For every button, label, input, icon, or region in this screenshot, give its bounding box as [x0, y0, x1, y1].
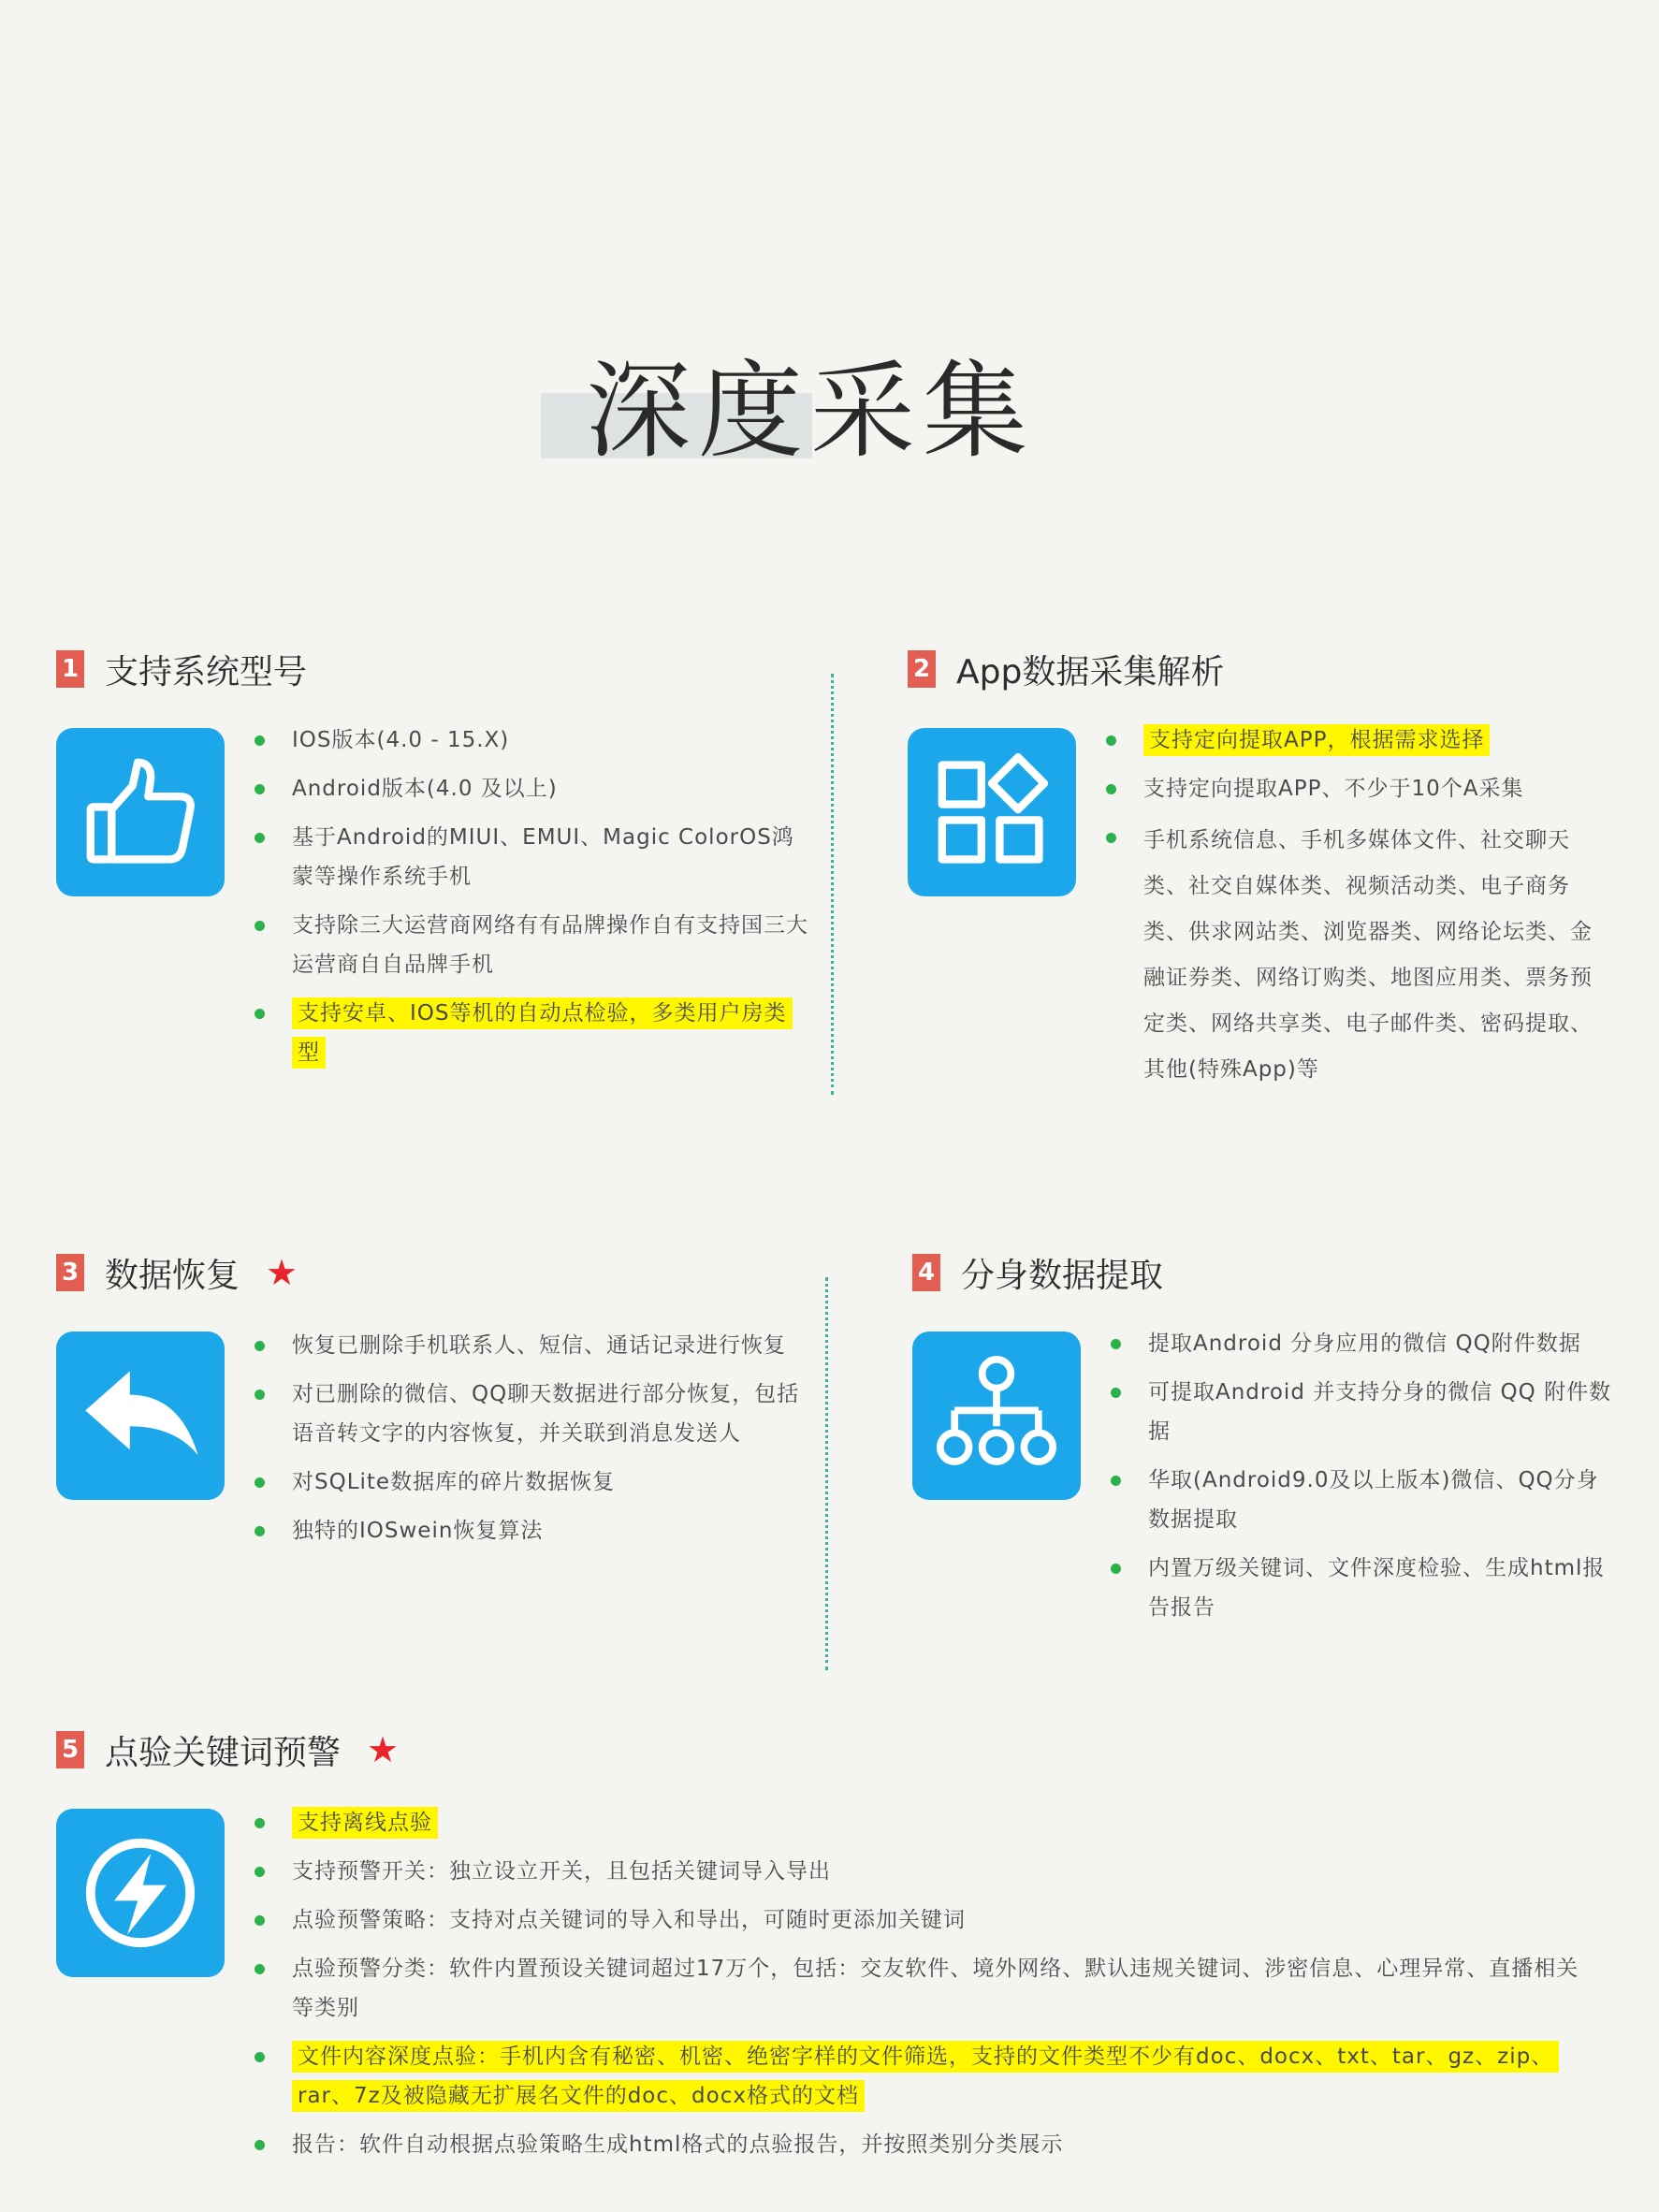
item-text: 独特的IOSwein恢复算法 [292, 1519, 544, 1543]
list-item [253, 1949, 1600, 2028]
list-item [253, 769, 814, 808]
item-text: 支持定向提取APP，根据需求选择 [1143, 724, 1490, 756]
item-text: 基于Android的MIUI、EMUI、Magic ColorOS鸿蒙等操作系统手机 [292, 825, 794, 889]
list-item [1109, 1373, 1614, 1451]
hierarchy-icon [912, 1332, 1081, 1500]
item-text: 文件内容深度点验：手机内含有秘密、机密、绝密字样的文件筛选，支持的文件类型不少有doc、docx、txt、tar、gz、zip、rar、7z及被隐藏无扩展名文件的doc、docx格式的文档 [292, 2041, 1559, 2112]
list-item [253, 1375, 814, 1453]
item-text: 华取(Android9.0及以上版本)微信、QQ分身数据提取 [1148, 1468, 1599, 1532]
reply-arrow-icon [56, 1332, 225, 1500]
column-divider [831, 674, 834, 1095]
item-text: 内置万级关键词、文件深度检验、生成html报告报告 [1148, 1556, 1606, 1620]
section-header [56, 646, 307, 692]
list-item [253, 906, 814, 984]
item-list [1104, 720, 1600, 1102]
lightning-icon [56, 1809, 225, 1977]
item-text: 支持预警开关：独立设立开关，且包括关键词导入导出 [292, 1859, 831, 1884]
section-header [908, 646, 1224, 692]
item-list [1109, 1324, 1614, 1637]
item-text: 可提取Android 并支持分身的微信 QQ 附件数据 [1148, 1380, 1612, 1444]
section-title: 数据恢复 [105, 1256, 240, 1295]
section-keyword-alert [56, 1726, 1619, 2194]
list-item [253, 1900, 1600, 1940]
list-item [1109, 1324, 1614, 1363]
list-item-highlighted [1104, 720, 1600, 760]
list-item [253, 2125, 1600, 2164]
column-divider [825, 1277, 828, 1670]
list-item [1109, 1461, 1614, 1539]
list-item [253, 720, 814, 760]
item-text: 对SQLite数据库的碎片数据恢复 [292, 1470, 616, 1494]
list-item [1109, 1549, 1614, 1627]
section-title: 点验关键词预警 [105, 1733, 342, 1772]
section-header [56, 1726, 399, 1773]
section-title: App数据采集解析 [956, 652, 1225, 691]
list-item [253, 1852, 1600, 1891]
section-number: 3 [56, 1254, 84, 1291]
item-text: 提取Android 分身应用的微信 QQ附件数据 [1148, 1332, 1581, 1356]
app-grid-icon [908, 728, 1076, 896]
item-list [253, 1326, 814, 1560]
section-number: 4 [912, 1254, 940, 1291]
page-title: 深度采集 [586, 351, 1035, 473]
thumbs-up-icon [56, 728, 225, 896]
list-item-highlighted [253, 2037, 1600, 2116]
list-item-highlighted [253, 994, 814, 1072]
section-number: 1 [56, 650, 84, 688]
section-supported-systems [56, 646, 808, 1113]
item-text: 恢复已删除手机联系人、短信、通话记录进行恢复 [292, 1333, 786, 1358]
list-item [253, 1511, 814, 1550]
item-text: 支持离线点验 [292, 1807, 438, 1839]
item-text: IOS版本(4.0 - 15.X) [292, 728, 510, 752]
list-item [253, 1326, 814, 1365]
item-text: 支持定向提取APP、不少于10个A采集 [1143, 777, 1524, 801]
star-icon: ★ [367, 1729, 400, 1770]
section-header [912, 1249, 1163, 1296]
list-item-highlighted [253, 1803, 1600, 1842]
list-item [253, 818, 814, 896]
list-item [253, 1463, 814, 1502]
item-text: 点验预警策略：支持对点关键词的导入和导出，可随时更添加关键词 [292, 1908, 966, 1932]
title-block [541, 327, 1035, 473]
item-text: 对已删除的微信、QQ聊天数据进行部分恢复，包括语音转文字的内容恢复，并关联到消息发送人 [292, 1382, 800, 1446]
section-number: 5 [56, 1731, 84, 1768]
item-list [253, 1803, 1600, 2174]
item-text: 支持除三大运营商网络有有品牌操作自有支持国三大运营商自自品牌手机 [292, 913, 808, 977]
section-title: 支持系统型号 [105, 652, 308, 691]
section-title: 分身数据提取 [961, 1256, 1164, 1295]
item-text: 报告：软件自动根据点验策略生成html格式的点验报告，并按照类别分类展示 [292, 2132, 1064, 2157]
list-item [1104, 818, 1600, 1093]
item-list [253, 720, 814, 1082]
section-data-recovery [56, 1249, 800, 1670]
item-text: 支持安卓、IOS等机的自动点检验，多类用户房类型 [292, 997, 793, 1069]
section-number: 2 [908, 650, 936, 688]
item-text: Android版本(4.0 及以上) [292, 777, 558, 801]
list-item [1104, 769, 1600, 808]
star-icon: ★ [266, 1252, 298, 1293]
item-text: 手机系统信息、手机多媒体文件、社交聊天类、社交自媒体类、视频活动类、电子商务类、供求网站类、浏览器类、网络论坛类、金融证券类、网络订购类、地图应用类、票务预定类、网络共享类、电子邮件类、密码提取、其他(特殊App)等 [1143, 828, 1593, 1082]
section-header [56, 1249, 298, 1296]
section-app-data [908, 646, 1619, 1132]
item-text: 点验预警分类：软件内置预设关键词超过17万个，包括：交友软件、境外网络、默认违规关键词、涉密信息、心理异常、直播相关等类别 [292, 1957, 1579, 2020]
section-clone-data [912, 1249, 1623, 1698]
